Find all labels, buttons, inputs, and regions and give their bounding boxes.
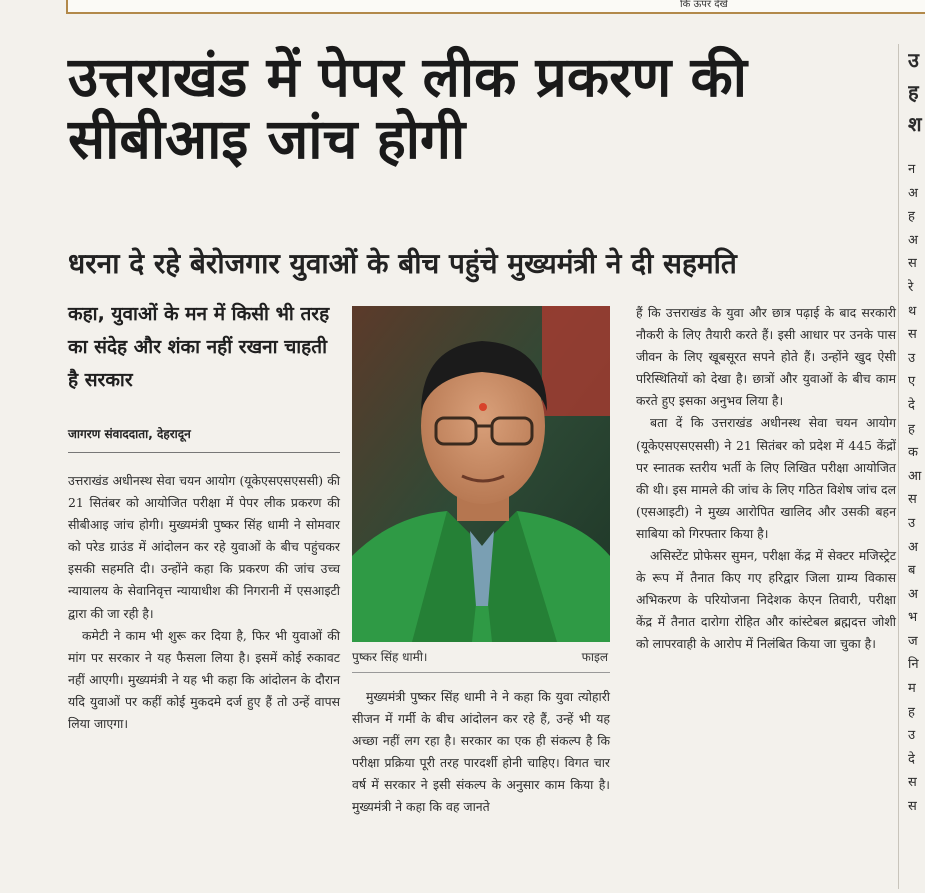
kicker: कहा, युवाओं के मन में किसी भी तरह का संदेह और शंका नहीं रखना चाहती है सरकार <box>68 303 330 391</box>
article-column-3 <box>636 302 896 656</box>
caption-text: पुष्कर सिंह धामी। <box>352 650 428 664</box>
column-divider <box>898 44 899 889</box>
photo-pushkar-singh-dhami <box>352 306 610 642</box>
headline: उत्तराखंड में पेपर लीक प्रकरण की सीबीआइ जांच होगी <box>68 45 747 171</box>
adjacent-story-fragment <box>908 44 925 893</box>
photo-caption <box>352 648 610 665</box>
portrait-illustration <box>352 306 610 642</box>
paragraph: कमेटी ने काम भी शुरू कर दिया है, फिर भी युवाओं की मांग पर सरकार ने यह फैसला लिया है। इसमें कोई रुकावट नहीं आएगी। मुख्यमंत्री ने यह भी कहा कि आंदोलन के दौरान यदि युवाओं पर कहीं कोई मुकदमे दर्ज हुए हैं तो उन्हें वापस लिया जाएगा। <box>68 627 340 732</box>
photo-credit: फाइल <box>581 650 608 664</box>
paragraph: उत्तराखंड अधीनस्थ सेवा चयन आयोग (यूकेएसएसएससी) की 21 सितंबर को आयोजित परीक्षा में पेपर लीक प्रकरण की सीबीआइ जांच होगी। मुख्यमंत्री पुष्कर सिंह धामी ने सोमवार को परेड ग्राउंड में आंदोलन कर रहे युवाओं के बीच पहुंचकर इसकी सहमति दी। उन्होंने कहा कि प्रकरण की जांच उच्च न्यायालय के सेवानिवृत्त न्यायाधीश की निगरानी में एसआइटी द्वारा की जा रही है। <box>68 473 340 621</box>
paragraph: बता दें कि उत्तराखंड अधीनस्थ सेवा चयन आयोग (यूकेएसएसएससी) ने 21 सितंबर को प्रदेश में 445 केंद्रों पर स्नातक स्तरीय भर्ती के लिए लिखित परीक्षा आयोजित की थी। इस मामले की जांच के लिए गठित विशेष जांच दल (एसआइटी) ने मुख्य आरोपित खालिद और उसकी बहन साबिया को गिरफ्तार किया है। <box>636 415 896 541</box>
adjacent-body-fragment: न अ ह अ स रे थ स उ ए दे ह क आ स उ अ ब अ भ ज नि म ह उ दे स स <box>908 162 922 815</box>
paragraph: असिस्टेंट प्रोफेसर सुमन, परीक्षा केंद्र में सेक्टर मजिस्ट्रेट के रूप में तैनात किए गए हरिद्वार जिला ग्राम्य विकास अभिकरण के परियोजना निदेशक केएन तिवारी, परीक्षा केंद्र में तैनात दारोगा रोहित और कांस्टेबल ब्रह्मदत्त जोशी को लापरवाही के आरोप में निलंबित किया जा चुका है। <box>636 548 896 652</box>
paragraph: हैं कि उत्तराखंड के युवा और छात्र पढ़ाई के बाद सरकारी नौकरी के लिए तैयारी करते हैं। इसी आधार पर उनके पास जीवन के लिए खूबसूरत सपने होते हैं। उन्होंने खुद ऐसी परिस्थितियों को देखा है। छात्रों और युवाओं के बीच काम करते हुए इसका अनुभव लिया है। <box>636 305 896 409</box>
caption-rule <box>352 672 610 673</box>
masthead-tag: कि ऊपर देखें <box>680 0 728 10</box>
subheadline: धरना दे रहे बेरोजगार युवाओं के बीच पहुंचे मुख्यमंत्री ने दी सहमति <box>68 247 737 280</box>
article-column-1 <box>68 470 340 735</box>
byline-rule <box>68 452 340 453</box>
adjacent-headline-fragment: उ ह श <box>908 48 922 136</box>
previous-story-frame <box>66 0 925 14</box>
paragraph: मुख्यमंत्री पुष्कर सिंह धामी ने ने कहा कि युवा त्योहारी सीजन में गर्मी के बीच आंदोलन कर रहे हैं, उन्हें भी यह अच्छा नहीं लग रहा है। सरकार का एक ही संकल्प है कि परीक्षा प्रक्रिया पूरी तरह पारदर्शी होनी चाहिए। विगत चार वर्ष में सरकार ने इसी संकल्प के अनुसार काम किया है। मुख्यमंत्री ने कहा कि वह जानते <box>352 689 610 815</box>
byline: जागरण संवाददाता, देहरादून <box>68 427 191 441</box>
article-column-2 <box>352 686 610 819</box>
